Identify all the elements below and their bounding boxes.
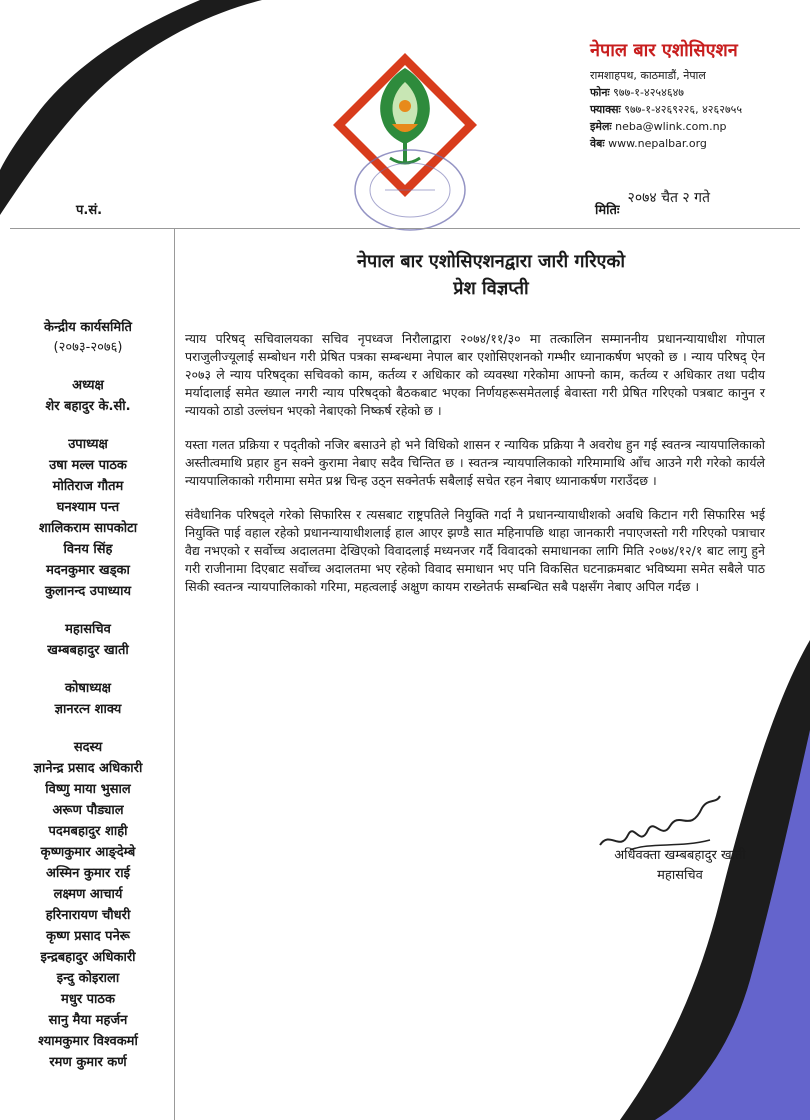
committee-section — [8, 376, 168, 417]
date-value: २०७४ चैत २ गते — [627, 190, 711, 206]
committee-title: केन्द्रीय कार्यसमिति — [44, 320, 132, 335]
signatory-title: महासचिव — [657, 868, 703, 883]
committee-member-name: श्यामकुमार विश्वकर्मा — [38, 1034, 138, 1049]
sidebar-divider — [174, 228, 175, 1120]
committee-member-name: इन्द्रबहादुर अधिकारी — [40, 950, 136, 965]
committee-member-name: हरिनारायण चौधरी — [45, 908, 131, 923]
org-phone: फोनः ९७७-१-४२५४६४७ — [590, 86, 685, 99]
title-line-1: नेपाल बार एशोसिएशनद्वारा जारी गरिएको — [357, 251, 625, 272]
signature-block — [580, 846, 780, 886]
committee-member-name: सानु मैया महर्जन — [48, 1013, 128, 1028]
committee-member-name: उषा मल्ल पाठक — [49, 458, 127, 473]
committee-section — [8, 679, 168, 720]
committee-member-name: ज्ञानरत्न शाक्य — [54, 702, 122, 717]
committee-sidebar — [8, 318, 168, 1091]
committee-member-name: अरूण पौड्याल — [52, 803, 124, 818]
committee-member-name: अस्मिन कुमार राई — [46, 866, 130, 881]
committee-member-name: मधुर पाठक — [61, 992, 115, 1007]
committee-member-name: कुलानन्द उपाध्याय — [44, 584, 132, 599]
committee-section — [8, 620, 168, 661]
committee-member-name: पदमबहादुर शाही — [48, 824, 128, 839]
committee-member-name: विनय सिंह — [63, 542, 113, 557]
org-fax: फ्याक्सः ९७७-१-४२६९२२६, ४२६२७५५ — [590, 103, 743, 116]
org-address: रामशाहपथ, काठमाडौं, नेपाल — [590, 69, 706, 82]
signatory-name: अधिवक्ता खम्बबहादुर खाती — [614, 848, 746, 863]
top-left-swoosh — [0, 0, 270, 220]
committee-member-name: कृष्ण प्रसाद पनेरू — [46, 929, 130, 944]
body-paragraph-3: संवैधानिक परिषद्ले गरेको सिफारिस र त्यसबाट राष्ट्रपतिले नियुक्ति गर्दा नै प्रधानन्यायाधीशको अवधि किटान गरी सिफारिस भई नियुक्ति पाई वहाल रहेको प्रधानन्यायाधीशलाई हाल आएर झण्डै सात महिनापछि थाहा जानकारी नपाएजस्तो गरी गरिएको पत्राचार वैद्य नभएको र सर्वोच्च अदालतमा देखिएको विवादलाई मध्यनजर गर्दै विवादको समाधानका लागि मिति २०७४/१२/१ बाट लागु हुने गरी राजीनामा दिएबाट सर्वोच्च अदालतमा भए रहेको विवाद समाधान भए पनि विकसित घटनाक्रमबाट भविष्यमा समेत सबैले पाठ सिकी स्वतन्त्र न्यायपालिकाको गरिमा, महत्वलाई अक्षुण कायम राख्नेतर्फ सम्बन्धित सबै पक्षसँग नेबाए अपिल गर्दछ । — [185, 507, 765, 594]
section-heading: कोषाध्यक्ष — [65, 681, 111, 696]
body-paragraph-2: यस्ता गलत प्रक्रिया र पद्तीको नजिर बसाउने हो भने विधिको शासन र न्यायिक प्रक्रिया नै अवरोध हुन गई स्वतन्त्र न्यायपालिकाको अस्तीत्वमाथि प्रहार हुन सक्ने कुरामा नेबाए सदैव चिन्तित छ । स्वतन्त्र न्यायपालिकाको गरिमामाथि आँच आउने गरी गरेको कार्यले न्यायपालिकाको गरीमामा समेत प्रश्न चिन्ह उठ्न सक्नेतर्फ सबैलाई सचेत रहन नेबाए ध्यानाकर्षण गराउँदछ । — [185, 437, 765, 488]
committee-member-name: शालिकराम सापकोटा — [38, 521, 138, 536]
org-email: इमेलः neba@wlink.com.np — [590, 120, 727, 133]
committee-header — [8, 318, 168, 358]
committee-section — [8, 435, 168, 602]
press-release-body — [185, 330, 765, 612]
committee-member-name: मदनकुमार खड्का — [46, 563, 130, 578]
press-release-title — [176, 248, 806, 302]
association-stamp-icon — [350, 145, 470, 235]
date-row — [595, 188, 710, 218]
committee-section — [8, 738, 168, 1073]
committee-member-name: घनश्याम पन्त — [56, 500, 120, 515]
committee-member-name: शेर बहादुर के.सी. — [45, 399, 131, 414]
date-label: मितिः — [595, 203, 620, 218]
title-line-2: प्रेश विज्ञप्ती — [453, 278, 529, 299]
committee-member-name: इन्दु कोइराला — [56, 971, 120, 986]
committee-term: (२०७३-२०७६) — [53, 340, 123, 355]
header-divider — [10, 228, 800, 229]
org-website: वेबः www.nepalbar.org — [590, 137, 707, 150]
reference-number-label: प.सं. — [76, 203, 103, 218]
org-name: नेपाल बार एशोसिएशन — [590, 40, 738, 61]
letterhead-contact — [590, 38, 805, 152]
body-paragraph-1: न्याय परिषद् सचिवालयका सचिव नृपध्वज निरौलाद्वारा २०७४/११/३० मा तत्कालिन सम्माननीय प्रधानन्यायाधीश गोपाल पराजुलीज्यूलाई सम्बोधन गरी प्रेषित पत्रका सम्बन्धमा नेपाल बार एशोसिएशनको गम्भीर ध्यानाकर्षण भएको छ । न्याय परिषद् ऐन २०७३ ले न्याय परिषद्का सचिवको काम, कर्तव्य र अधिकार को व्यवस्था गरेकोमा आफ्नो काम, कर्तव्य र अधिकार तथा पदीय मर्यादालाई समेत ख्याल नगरी न्याय परिषद्को बैठकबाट भएका निर्णयहरूसमेतलाई बेवास्ता गरी प्रेषित गरिएको पत्रबाट कानुन र न्यायको ठाडो उल्लंघन भएको नेबाएको निष्कर्ष रहेको छ । — [185, 331, 765, 418]
committee-member-name: खम्बबहादुर खाती — [47, 643, 129, 658]
committee-member-name: ज्ञानेन्द्र प्रसाद अधिकारी — [33, 761, 143, 776]
committee-member-name: मोतिराज गौतम — [52, 479, 124, 494]
section-heading: अध्यक्ष — [72, 378, 104, 393]
committee-member-name: रमण कुमार कर्ण — [49, 1055, 127, 1070]
committee-sections — [8, 376, 168, 1073]
committee-member-name: कृष्णकुमार आङ्देम्बे — [40, 845, 136, 860]
section-heading: सदस्य — [73, 740, 103, 755]
committee-member-name: लक्ष्मण आचार्य — [53, 887, 123, 902]
section-heading: उपाध्यक्ष — [68, 437, 108, 452]
section-heading: महासचिव — [65, 622, 111, 637]
committee-member-name: विष्णु माया भुसाल — [45, 782, 131, 797]
